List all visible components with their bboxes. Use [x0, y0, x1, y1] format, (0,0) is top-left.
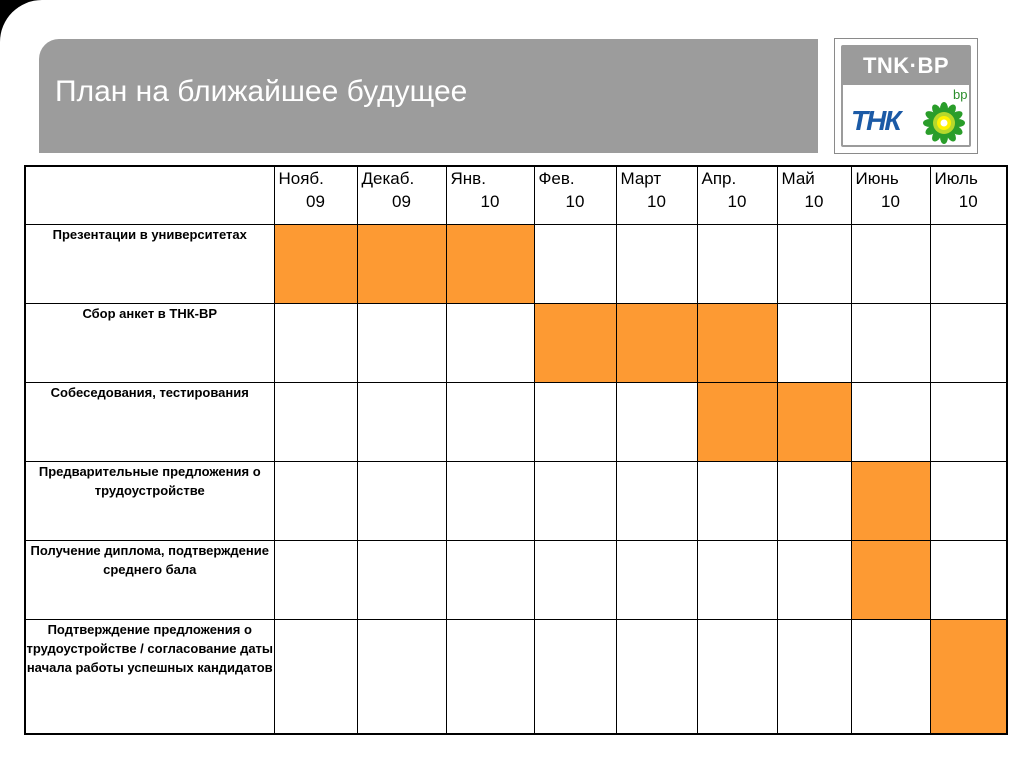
- activity-label: Сбор анкет в ТНК-ВР: [25, 303, 274, 382]
- empty-period-cell: [446, 541, 534, 620]
- empty-period-cell: [274, 541, 357, 620]
- bp-helios-icon: [923, 102, 965, 144]
- corner-cell: [25, 166, 274, 224]
- empty-period-cell: [357, 303, 446, 382]
- company-logo: [834, 38, 978, 154]
- active-period-cell: [851, 461, 930, 540]
- empty-period-cell: [851, 382, 930, 461]
- empty-period-cell: [697, 541, 777, 620]
- empty-period-cell: [930, 461, 1007, 540]
- month-header: Декаб. 09: [357, 166, 446, 224]
- month-header: Май 10: [777, 166, 851, 224]
- empty-period-cell: [697, 620, 777, 734]
- empty-period-cell: [534, 620, 616, 734]
- activity-label: Презентации в университетах: [25, 224, 274, 303]
- schedule-row: [25, 224, 1007, 303]
- month-header: Апр. 10: [697, 166, 777, 224]
- empty-period-cell: [777, 620, 851, 734]
- empty-period-cell: [616, 382, 697, 461]
- empty-period-cell: [777, 461, 851, 540]
- empty-period-cell: [851, 224, 930, 303]
- active-period-cell: [697, 382, 777, 461]
- activity-label: Получение диплома, подтверждение среднего бала: [25, 541, 274, 620]
- schedule-row: [25, 461, 1007, 540]
- empty-period-cell: [851, 620, 930, 734]
- empty-period-cell: [357, 541, 446, 620]
- month-header: Март 10: [616, 166, 697, 224]
- active-period-cell: [274, 224, 357, 303]
- active-period-cell: [851, 541, 930, 620]
- schedule-row: [25, 541, 1007, 620]
- empty-period-cell: [851, 303, 930, 382]
- empty-period-cell: [274, 303, 357, 382]
- active-period-cell: [357, 224, 446, 303]
- activity-label: Предварительные предложения о трудоустройстве: [25, 461, 274, 540]
- empty-period-cell: [930, 224, 1007, 303]
- activity-label: Собеседования, тестирования: [25, 382, 274, 461]
- empty-period-cell: [930, 541, 1007, 620]
- empty-period-cell: [446, 461, 534, 540]
- empty-period-cell: [534, 461, 616, 540]
- month-header: Июль 10: [930, 166, 1007, 224]
- schedule-row: [25, 620, 1007, 734]
- empty-period-cell: [357, 620, 446, 734]
- empty-period-cell: [274, 382, 357, 461]
- empty-period-cell: [357, 461, 446, 540]
- empty-period-cell: [616, 461, 697, 540]
- month-header: Янв. 10: [446, 166, 534, 224]
- empty-period-cell: [274, 620, 357, 734]
- empty-period-cell: [616, 541, 697, 620]
- empty-period-cell: [697, 224, 777, 303]
- empty-period-cell: [930, 382, 1007, 461]
- empty-period-cell: [777, 541, 851, 620]
- empty-period-cell: [777, 224, 851, 303]
- schedule-row: [25, 382, 1007, 461]
- empty-period-cell: [534, 224, 616, 303]
- month-header: Нояб. 09: [274, 166, 357, 224]
- empty-period-cell: [616, 224, 697, 303]
- logo-header-text: TNK·BP: [843, 47, 969, 85]
- logo-frame: [841, 45, 971, 147]
- empty-period-cell: [616, 620, 697, 734]
- empty-period-cell: [697, 461, 777, 540]
- empty-period-cell: [274, 461, 357, 540]
- title-bar: [39, 39, 818, 153]
- active-period-cell: [446, 224, 534, 303]
- slide-title: План на ближайшее будущее: [55, 75, 468, 108]
- month-header: Июнь 10: [851, 166, 930, 224]
- bp-logo-text: bp: [953, 87, 968, 102]
- empty-period-cell: [930, 303, 1007, 382]
- empty-period-cell: [357, 382, 446, 461]
- active-period-cell: [534, 303, 616, 382]
- header-row: [25, 166, 1007, 224]
- empty-period-cell: [446, 382, 534, 461]
- active-period-cell: [777, 382, 851, 461]
- month-header: Фев. 10: [534, 166, 616, 224]
- empty-period-cell: [777, 303, 851, 382]
- tnk-logo-mark: ТНК: [851, 105, 900, 136]
- empty-period-cell: [446, 303, 534, 382]
- active-period-cell: [697, 303, 777, 382]
- active-period-cell: [616, 303, 697, 382]
- schedule-row: [25, 303, 1007, 382]
- empty-period-cell: [534, 382, 616, 461]
- empty-period-cell: [534, 541, 616, 620]
- active-period-cell: [930, 620, 1007, 734]
- activity-label: Подтверждение предложения о трудоустройстве / согласование даты начала работы успешных кандидатов: [25, 620, 274, 734]
- empty-period-cell: [446, 620, 534, 734]
- schedule-table: [24, 165, 1008, 735]
